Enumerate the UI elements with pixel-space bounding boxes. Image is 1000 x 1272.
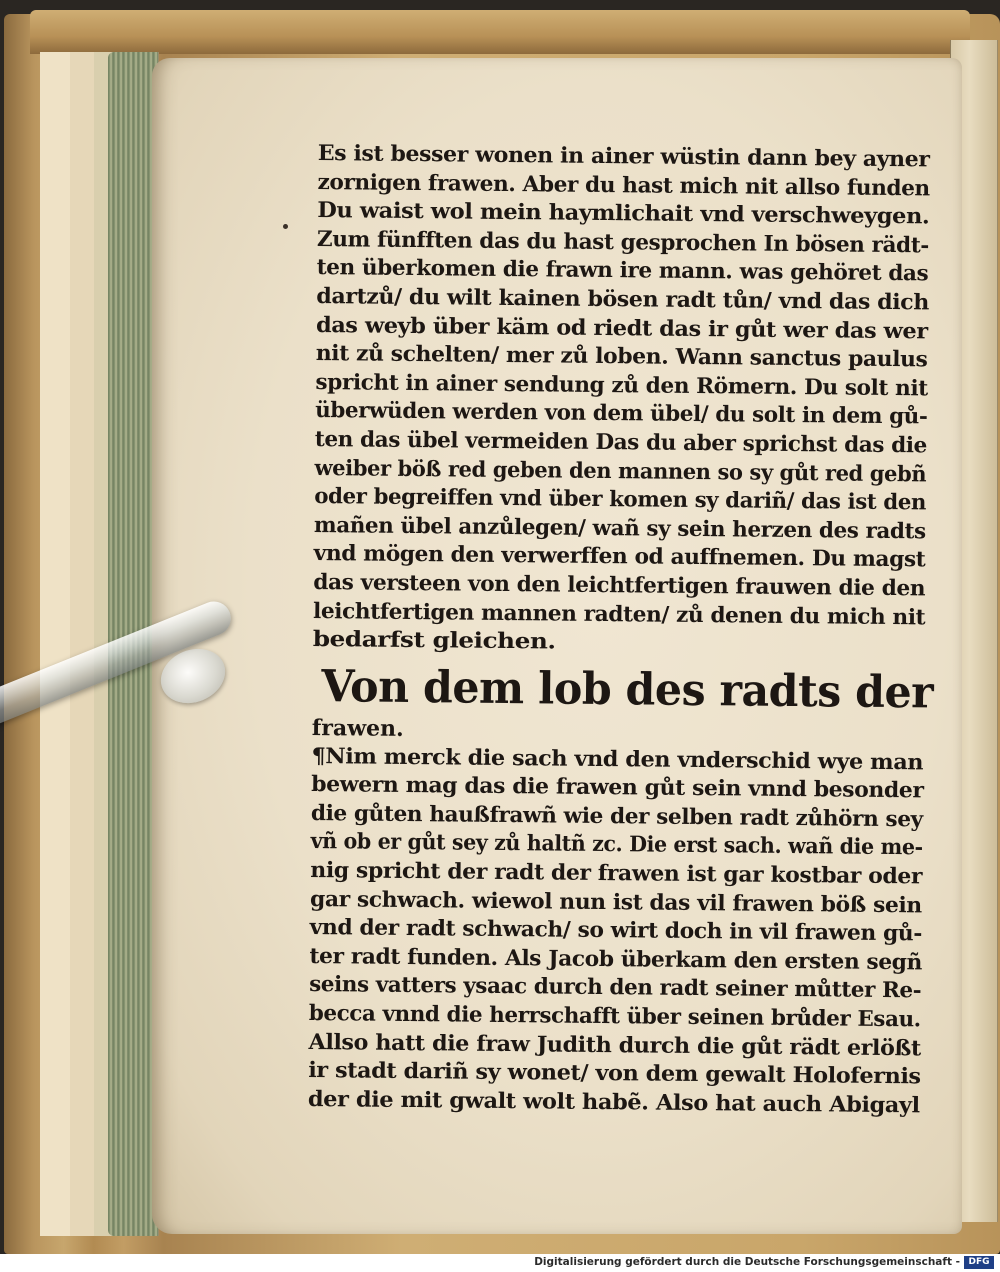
text-line: becca vnnd die herrschafft über seinen brůder Esau. <box>308 1000 921 1033</box>
footer-bar <box>0 1254 1000 1272</box>
text-line: seins vatters ysaac durch den radt seiner můtter Re- <box>309 972 922 1004</box>
text-line: überwüden werden von dem übel/ du solt in dem gů- <box>315 398 928 430</box>
text-line: gar schwach. wiewol nun ist das vil frawen böß sein <box>309 886 922 919</box>
text-line: ir stadt dariñ sy wonet/ von dem gewalt Holofernis <box>308 1058 921 1090</box>
page-edge-leaf <box>40 52 71 1236</box>
ink-mark <box>283 224 288 229</box>
text-line: spricht in ainer sendung zů den Römern. Du solt nit <box>315 369 928 402</box>
text-line: ter radt funden. Als Jacob überkam den ersten segñ <box>309 943 923 976</box>
section-heading: Von dem lob des radts der <box>321 660 934 719</box>
page-edge-leaf <box>70 52 95 1236</box>
text-line: nig spricht der radt der frawen ist gar kostbar oder <box>310 858 923 890</box>
dfg-logo: DFG <box>964 1256 994 1269</box>
text-line: leichtfertigen mannen radten/ zů denen du mich nit <box>312 598 926 630</box>
text-line: die gůten haußfrawñ wie der selben radt zůhörn sey <box>310 800 923 833</box>
text-line: oder begreiffen vnd über komen sy dariñ/ das ist den <box>314 484 927 516</box>
book-cover-top-edge <box>30 10 970 54</box>
text-line: vnd mögen den verwerffen od auffnemen. Du magst <box>313 541 926 573</box>
paragraph-2 <box>308 743 924 1121</box>
text-line: dartzů/ du wilt kainen bösen radt tůn/ vnd das dich <box>316 283 930 316</box>
text-line: der die mit gwalt wolt habẽ. Also hat auch Abigayl <box>307 1086 920 1119</box>
text-line: vnd der radt schwach/ so wirt doch in vil frawen gů- <box>309 915 923 947</box>
text-line: zornigen frawen. Aber du hast mich nit allso funden <box>317 169 930 202</box>
text-line: Zum fünfften das du hast gesprochen In bösen rädt- <box>316 226 929 259</box>
text-line: das weyb über käm od riedt das ir gůt wer das wer <box>315 312 928 344</box>
text-line: vñ ob er gůt sey zů haltñ zc. Die erst sach. wañ die me- <box>310 829 923 861</box>
text-line: Es ist besser wonen in ainer wüstin dann bey ayner <box>317 140 930 173</box>
text-line: Allso hatt die fraw Judith durch die gůt rädt erlößt <box>308 1029 921 1061</box>
page-text <box>307 140 934 1121</box>
text-line: ten das übel vermeiden Das du aber sprichst das die <box>314 426 928 459</box>
paragraph-1 <box>313 140 930 661</box>
text-line: das versteen von den leichtfertigen frauwen die den <box>313 569 926 602</box>
text-line: weiber böß red geben den mannen so sy gůt red gebñ <box>314 455 927 487</box>
text-line: mañen übel anzůlegen/ wañ sy sein herzen des radts <box>313 512 926 545</box>
text-line: nit zů schelten/ mer zů loben. Wann sanctus paulus <box>315 341 928 373</box>
section-heading-continuation: frawen. <box>311 714 404 742</box>
text-line: bewern mag das die frawen gůt sein vnnd besonder <box>311 772 924 804</box>
text-line: bedarfst gleichen. <box>312 627 556 655</box>
text-line: ten überkomen die frawn ire mann. was gehöret das <box>316 255 929 287</box>
text-line: Du waist wol mein haymlichait vnd verschweygen. <box>317 198 930 230</box>
funding-credit: Digitalisierung gefördert durch die Deutsche Forschungsgemeinschaft - <box>534 1256 960 1268</box>
text-line: ¶Nim merck die sach vnd den vnderschid wye man <box>311 743 924 776</box>
